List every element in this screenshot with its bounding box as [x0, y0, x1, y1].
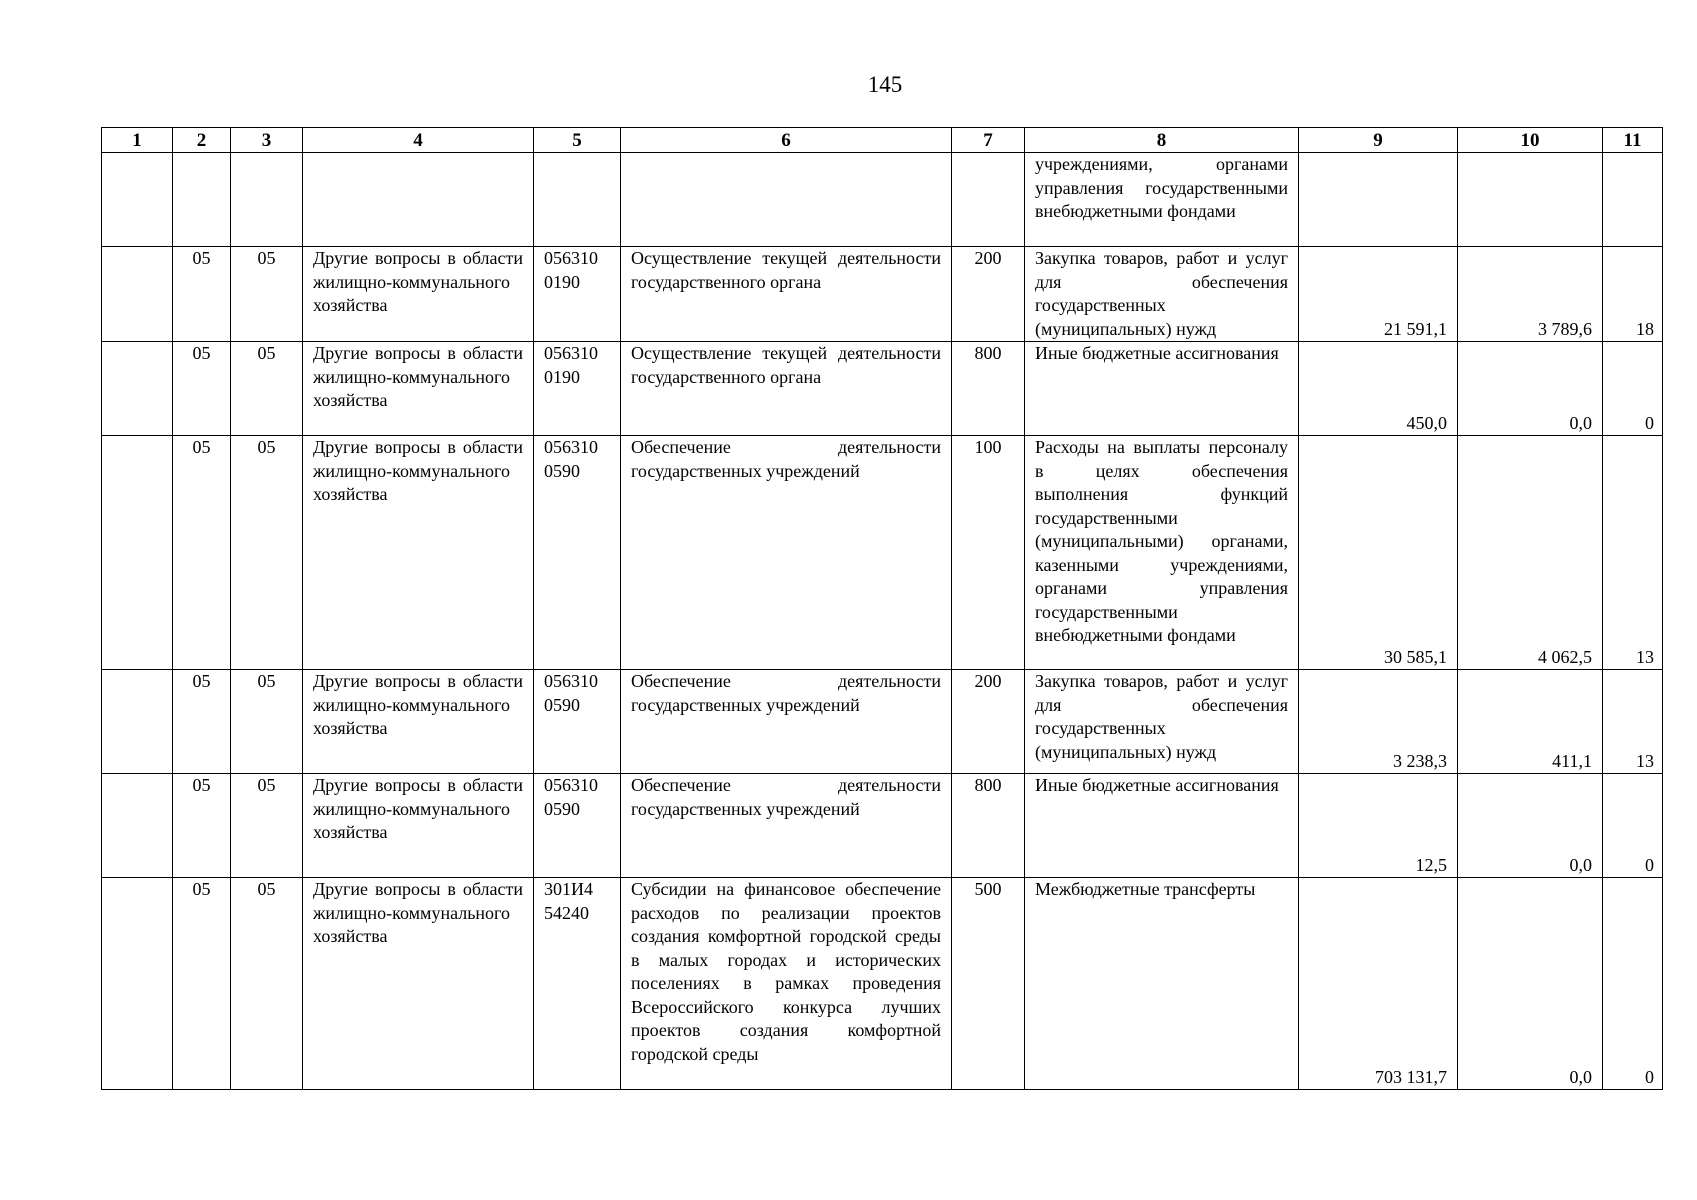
cell-percent: 0: [1603, 774, 1663, 878]
cell-percent: 0: [1603, 878, 1663, 1090]
cell-section: 05: [173, 670, 231, 774]
cell-executed: 3 789,6: [1458, 247, 1603, 342]
cell-subsection: 05: [231, 774, 303, 878]
col-header-8: 8: [1025, 128, 1299, 153]
cell-section-name: Другие вопросы в области жилищно-коммунального хозяйства: [303, 774, 534, 878]
cell-target-name: Осуществление текущей деятельности государственного органа: [621, 342, 952, 436]
cell-target-code: 056310 0590: [534, 774, 621, 878]
cell-subsection: 05: [231, 247, 303, 342]
table-row: [102, 247, 1663, 342]
cell-target-code: 056310 0190: [534, 247, 621, 342]
table-row: [102, 670, 1663, 774]
cell-target-name: Обеспечение деятельности государственных учреждений: [621, 774, 952, 878]
cell-target-name: Обеспечение деятельности государственных учреждений: [621, 670, 952, 774]
col-header-3: 3: [231, 128, 303, 153]
cell-section: 05: [173, 342, 231, 436]
cell-section-name: Другие вопросы в области жилищно-коммунального хозяйства: [303, 436, 534, 670]
cell-executed: 411,1: [1458, 670, 1603, 774]
cell-subsection: 05: [231, 670, 303, 774]
cell-target-code: 056310 0590: [534, 670, 621, 774]
cell-section: 05: [173, 878, 231, 1090]
cell-subsection: 05: [231, 878, 303, 1090]
cell-percent: 13: [1603, 436, 1663, 670]
cell-expense-name: Иные бюджетные ассигнования: [1025, 342, 1299, 436]
cell-target-code: 056310 0190: [534, 342, 621, 436]
continuation-row: [102, 153, 1663, 247]
continuation-text: учреждениями, органами управления государственными внебюджетными фондами: [1025, 153, 1299, 247]
cell-executed: 0,0: [1458, 878, 1603, 1090]
table-row: [102, 774, 1663, 878]
col-header-6: 6: [621, 128, 952, 153]
cell-section-name: Другие вопросы в области жилищно-коммунального хозяйства: [303, 247, 534, 342]
cell-amount: 21 591,1: [1299, 247, 1458, 342]
cell-target-name: Субсидии на финансовое обеспечение расходов по реализации проектов создания комфортной городской среды в малых городах и исторических поселениях в рамках проведения Всероссийского конкурса лучших проектов создания комфортной городской среды: [621, 878, 952, 1090]
col-header-4: 4: [303, 128, 534, 153]
cell-section: 05: [173, 247, 231, 342]
col-header-1: 1: [102, 128, 173, 153]
cell-target-name: Осуществление текущей деятельности государственного органа: [621, 247, 952, 342]
cell-executed: 4 062,5: [1458, 436, 1603, 670]
cell-target-code: 056310 0590: [534, 436, 621, 670]
cell-amount: 703 131,7: [1299, 878, 1458, 1090]
cell-expense-name: Иные бюджетные ассигнования: [1025, 774, 1299, 878]
cell-subsection: 05: [231, 342, 303, 436]
col-header-9: 9: [1299, 128, 1458, 153]
col-header-5: 5: [534, 128, 621, 153]
cell-percent: 18: [1603, 247, 1663, 342]
cell-section: 05: [173, 774, 231, 878]
cell-amount: 3 238,3: [1299, 670, 1458, 774]
cell-expense-name: Закупка товаров, работ и услуг для обеспечения государственных (муниципальных) нужд: [1025, 247, 1299, 342]
cell-expense-name: Закупка товаров, работ и услуг для обеспечения государственных (муниципальных) нужд: [1025, 670, 1299, 774]
cell-target-code: 301И4 54240: [534, 878, 621, 1090]
cell-section-name: Другие вопросы в области жилищно-коммунального хозяйства: [303, 342, 534, 436]
cell-section-name: Другие вопросы в области жилищно-коммунального хозяйства: [303, 670, 534, 774]
cell-amount: 30 585,1: [1299, 436, 1458, 670]
cell-expense-type: 500: [952, 878, 1025, 1090]
cell-expense-type: 200: [952, 670, 1025, 774]
cell-subsection: 05: [231, 436, 303, 670]
cell-executed: 0,0: [1458, 342, 1603, 436]
cell-expense-type: 100: [952, 436, 1025, 670]
budget-table: [101, 127, 1663, 1090]
page-number: 145: [867, 72, 903, 97]
cell-amount: 450,0: [1299, 342, 1458, 436]
cell-section: 05: [173, 436, 231, 670]
table-row: [102, 342, 1663, 436]
cell-expense-name: Межбюджетные трансферты: [1025, 878, 1299, 1090]
cell-expense-type: 800: [952, 342, 1025, 436]
cell-percent: 13: [1603, 670, 1663, 774]
col-header-2: 2: [173, 128, 231, 153]
cell-executed: 0,0: [1458, 774, 1603, 878]
table-row: [102, 878, 1663, 1090]
header-row: [102, 128, 1663, 153]
col-header-10: 10: [1458, 128, 1603, 153]
cell-expense-name: Расходы на выплаты персоналу в целях обеспечения выполнения функций государственными (муниципальными) органами, казенными учреждениями, органами управления государственными внебюджетными фондами: [1025, 436, 1299, 670]
cell-amount: 12,5: [1299, 774, 1458, 878]
col-header-11: 11: [1603, 128, 1663, 153]
table-row: [102, 436, 1663, 670]
cell-target-name: Обеспечение деятельности государственных учреждений: [621, 436, 952, 670]
cell-expense-type: 800: [952, 774, 1025, 878]
cell-expense-type: 200: [952, 247, 1025, 342]
cell-percent: 0: [1603, 342, 1663, 436]
cell-section-name: Другие вопросы в области жилищно-коммунального хозяйства: [303, 878, 534, 1090]
col-header-7: 7: [952, 128, 1025, 153]
